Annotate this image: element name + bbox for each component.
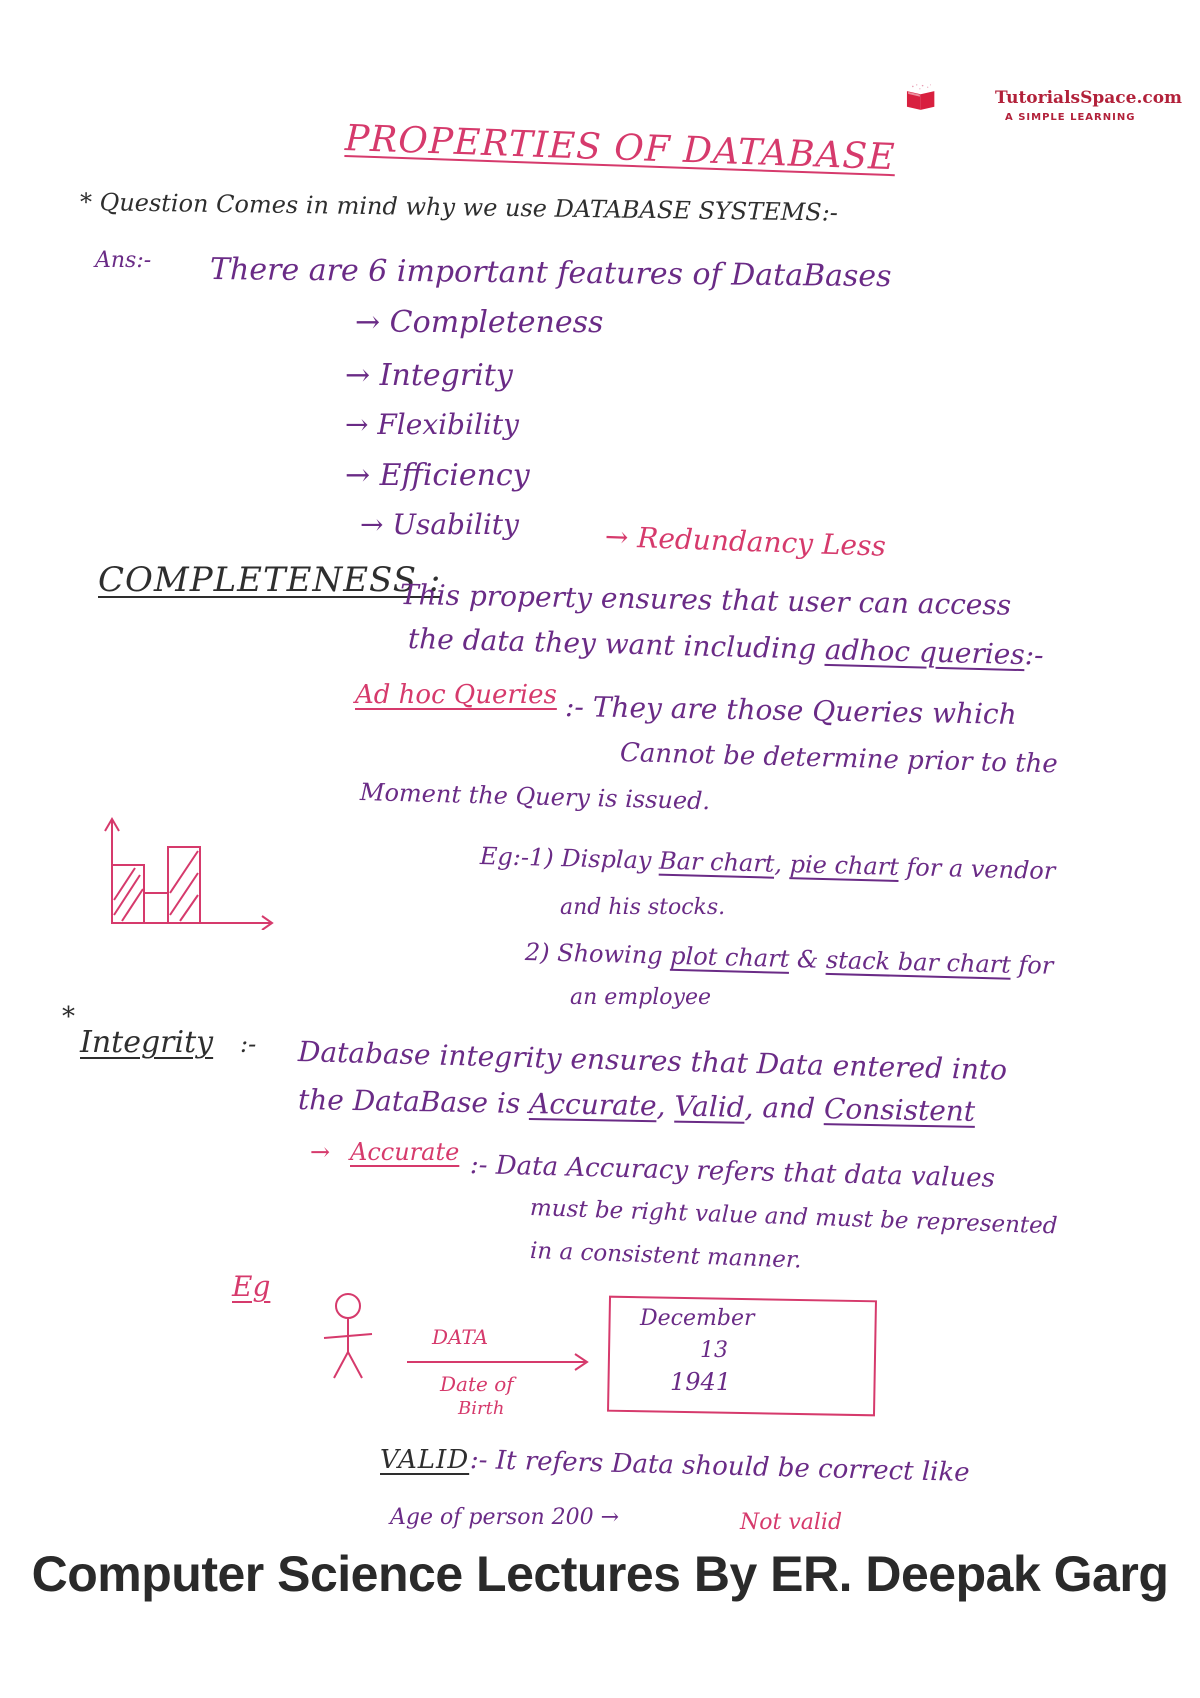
adhoc-queries-term: adhoc queries (824, 632, 1026, 672)
pie-chart-term: pie chart (789, 850, 900, 881)
bar-chart-term: Bar chart (658, 846, 775, 878)
answer-text: There are 6 important features of DataBases (209, 252, 892, 295)
feature-item: → Flexibility (345, 408, 519, 441)
open-book-icon (905, 62, 995, 132)
eg1-prefix: Eg:-1) Display (479, 842, 652, 875)
completeness-text: the data they want including (407, 622, 817, 666)
answer-prefix: Ans:- (95, 248, 152, 273)
completeness-end: :- (1024, 638, 1045, 672)
feature-item: → Usability (360, 508, 519, 541)
not-valid-label: Not valid (740, 1510, 843, 1535)
integrity-line-1: Database integrity ensures that Data entered into (297, 1035, 1008, 1087)
adhoc-line-2: Cannot be determine prior to the (619, 738, 1059, 780)
and-text: , and (744, 1090, 816, 1126)
integrity-line-2-start: the DataBase is (297, 1083, 521, 1120)
accurate-line-3: in a consistent manner. (529, 1238, 803, 1274)
example-label: Eg (232, 1270, 271, 1303)
plot-chart-term: plot chart (669, 941, 790, 973)
eg2-end: for (1018, 950, 1054, 980)
data-label: DATA (432, 1325, 489, 1349)
eg2-amp: & (796, 945, 819, 974)
date-box-line-3: 1941 (670, 1368, 732, 1396)
bar-chart-sketch (100, 815, 280, 930)
dob-line-1: Date of (440, 1372, 514, 1396)
completeness-line-1: This property ensures that user can access (399, 578, 1012, 622)
integrity-star: * (62, 1002, 75, 1032)
accurate-term: Accurate (528, 1087, 657, 1123)
comma: , (656, 1089, 666, 1123)
consistent-term: Consistent (823, 1092, 976, 1128)
accurate-line-2: must be right value and must be represented (529, 1195, 1058, 1240)
adhoc-line-3: Moment the Query is issued. (359, 778, 711, 816)
data-arrow (405, 1350, 590, 1374)
adhoc-line-1: :- They are those Queries which (564, 690, 1017, 731)
dob-line-2: Birth (458, 1398, 505, 1419)
integrity-heading: Integrity (80, 1025, 214, 1060)
eg2-prefix: 2) Showing (524, 938, 663, 970)
feature-item: → Integrity (345, 358, 513, 393)
valid-line-1: :- It refers Data should be correct like (469, 1445, 970, 1489)
completeness-line-2 (408, 622, 1045, 672)
integrity-sep: :- (240, 1030, 257, 1058)
page-title: PROPERTIES OF DATABASE (344, 118, 897, 179)
example-2-line-2: an employee (570, 985, 711, 1010)
accurate-label: Accurate (350, 1138, 460, 1166)
example-1-line-1 (480, 842, 1056, 885)
footer-banner: Computer Science Lectures By ER. Deepak Garg (31, 1546, 1169, 1602)
valid-heading: VALID (380, 1445, 470, 1475)
adhoc-heading: Ad hoc Queries (355, 680, 557, 710)
valid-line-2: Age of person 200 → (390, 1505, 620, 1530)
feature-item: → Efficiency (345, 458, 530, 493)
integrity-line-2 (298, 1083, 976, 1128)
accurate-arrow: → (310, 1138, 331, 1166)
eg1-sep: , (774, 849, 783, 878)
date-box-line-2: 13 (700, 1338, 728, 1363)
stack-bar-chart-term: stack bar chart (825, 945, 1012, 979)
feature-item-extra: → Redundancy Less (604, 520, 887, 563)
eg1-end: for a vendor (906, 853, 1056, 886)
logo-tagline: A SIMPLE LEARNING (1005, 112, 1136, 123)
feature-item: → Completeness (355, 305, 604, 340)
person-icon (318, 1290, 378, 1385)
example-2-line-1 (525, 938, 1054, 980)
completeness-heading: COMPLETENESS : (98, 560, 442, 600)
date-box-line-1: December (640, 1306, 755, 1331)
accurate-line-1: :- Data Accuracy refers that data values (469, 1150, 996, 1194)
valid-term: Valid (674, 1089, 745, 1124)
question-line: * Question Comes in mind why we use DATABASE SYSTEMS:- (79, 188, 839, 227)
example-1-line-2: and his stocks. (560, 895, 726, 920)
logo-brand: TutorialsSpace.com (995, 88, 1183, 108)
